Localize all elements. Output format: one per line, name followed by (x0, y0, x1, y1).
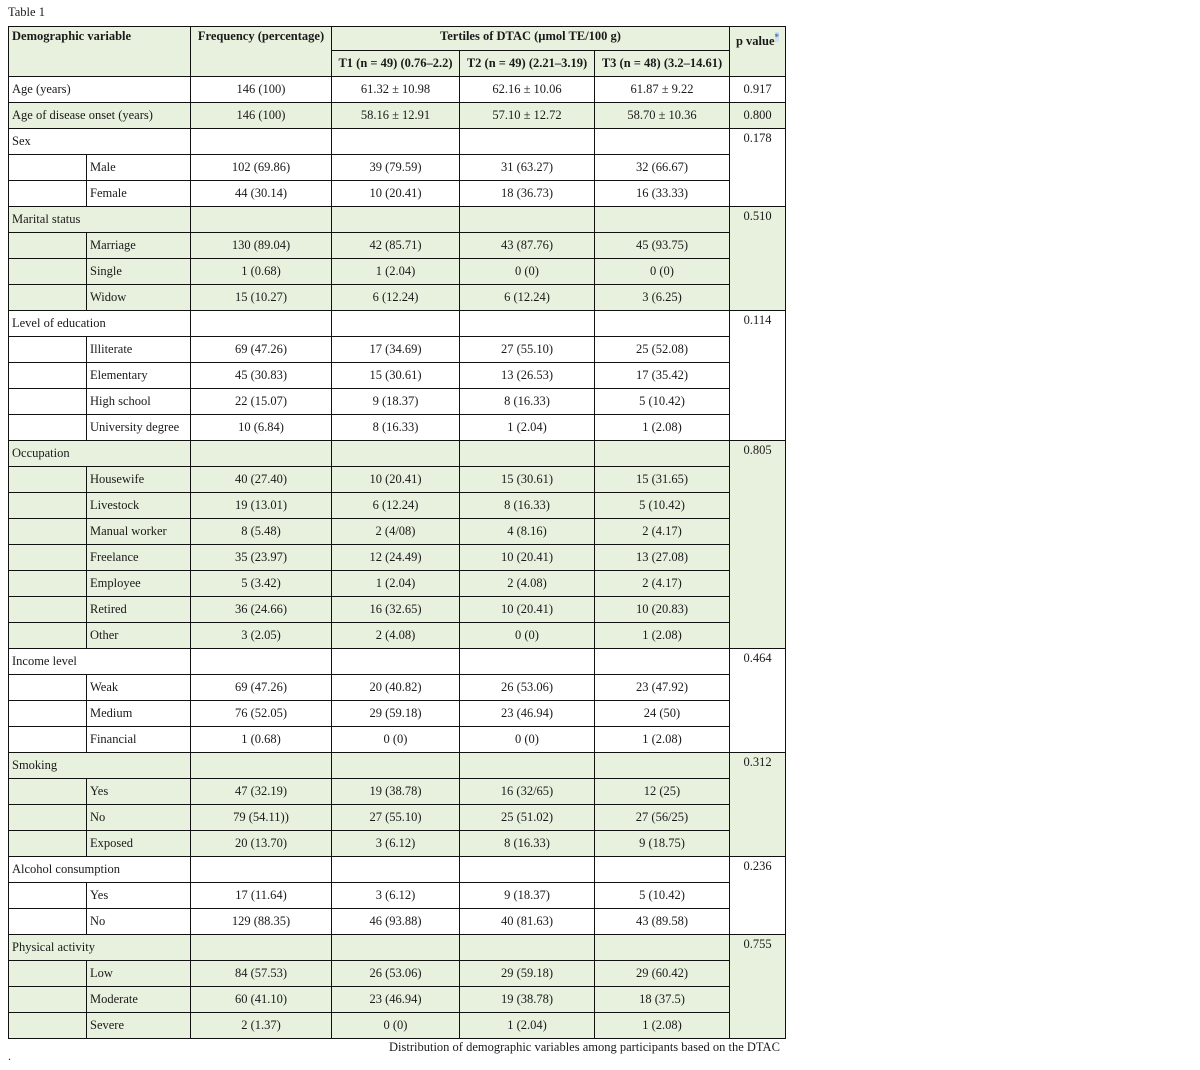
t2-cell: 0 (0) (460, 623, 595, 649)
t1-cell: 10 (20.41) (332, 467, 460, 493)
sub-row (9, 961, 786, 987)
t1-cell: 10 (20.41) (332, 181, 460, 207)
sub-label: Yes (87, 779, 191, 805)
t1-cell: 17 (34.69) (332, 337, 460, 363)
t1-cell: 29 (59.18) (332, 701, 460, 727)
t3-cell: 5 (10.42) (595, 389, 730, 415)
indent-cell (9, 155, 87, 181)
frequency-cell: 45 (30.83) (191, 363, 332, 389)
sub-row (9, 389, 786, 415)
table-row (9, 77, 786, 103)
indent-cell (9, 727, 87, 753)
t2-cell: 18 (36.73) (460, 181, 595, 207)
t1-cell: 19 (38.78) (332, 779, 460, 805)
sub-label: Illiterate (87, 337, 191, 363)
frequency-cell (191, 207, 332, 233)
group-header-row (9, 935, 786, 961)
t2-cell (460, 441, 595, 467)
t1-cell: 0 (0) (332, 727, 460, 753)
table-row (9, 103, 786, 129)
t1-cell (332, 649, 460, 675)
t1-cell: 46 (93.88) (332, 909, 460, 935)
frequency-cell: 36 (24.66) (191, 597, 332, 623)
frequency-cell: 69 (47.26) (191, 675, 332, 701)
t2-cell: 23 (46.94) (460, 701, 595, 727)
indent-cell (9, 181, 87, 207)
t1-cell: 58.16 ± 12.91 (332, 103, 460, 129)
t1-cell: 1 (2.04) (332, 571, 460, 597)
t2-cell: 40 (81.63) (460, 909, 595, 935)
indent-cell (9, 1013, 87, 1039)
t1-cell: 8 (16.33) (332, 415, 460, 441)
t3-cell: 16 (33.33) (595, 181, 730, 207)
sub-label: No (87, 909, 191, 935)
indent-cell (9, 883, 87, 909)
indent-cell (9, 233, 87, 259)
sub-label: Financial (87, 727, 191, 753)
t1-cell: 27 (55.10) (332, 805, 460, 831)
frequency-cell: 15 (10.27) (191, 285, 332, 311)
t2-cell: 57.10 ± 12.72 (460, 103, 595, 129)
sub-label: Low (87, 961, 191, 987)
group-header-row (9, 311, 786, 337)
frequency-cell: 146 (100) (191, 77, 332, 103)
t2-cell: 43 (87.76) (460, 233, 595, 259)
sub-row (9, 779, 786, 805)
t3-cell: 24 (50) (595, 701, 730, 727)
t2-cell (460, 649, 595, 675)
frequency-cell: 130 (89.04) (191, 233, 332, 259)
t3-cell: 1 (2.08) (595, 415, 730, 441)
t3-cell (595, 207, 730, 233)
sub-row (9, 545, 786, 571)
group-label: Physical activity (9, 935, 191, 961)
t1-cell: 61.32 ± 10.98 (332, 77, 460, 103)
t2-cell: 8 (16.33) (460, 389, 595, 415)
sub-row (9, 259, 786, 285)
sub-label: Marriage (87, 233, 191, 259)
sub-row (9, 883, 786, 909)
indent-cell (9, 389, 87, 415)
t3-cell (595, 441, 730, 467)
indent-cell (9, 545, 87, 571)
t3-cell: 23 (47.92) (595, 675, 730, 701)
pvalue-cell: 0.755 (730, 935, 786, 1039)
t2-cell (460, 935, 595, 961)
sub-label: Retired (87, 597, 191, 623)
sub-label: University degree (87, 415, 191, 441)
indent-cell (9, 493, 87, 519)
t2-cell: 9 (18.37) (460, 883, 595, 909)
sub-row (9, 155, 786, 181)
indent-cell (9, 961, 87, 987)
sub-label: Weak (87, 675, 191, 701)
t1-cell (332, 311, 460, 337)
row-label: Age of disease onset (years) (9, 103, 191, 129)
t1-cell (332, 129, 460, 155)
header-pvalue (730, 27, 786, 77)
t2-cell: 13 (26.53) (460, 363, 595, 389)
frequency-cell: 10 (6.84) (191, 415, 332, 441)
t3-cell: 29 (60.42) (595, 961, 730, 987)
sub-row (9, 1013, 786, 1039)
t1-cell (332, 935, 460, 961)
t2-cell: 0 (0) (460, 259, 595, 285)
sub-row (9, 415, 786, 441)
t3-cell: 5 (10.42) (595, 493, 730, 519)
t1-cell: 6 (12.24) (332, 493, 460, 519)
frequency-cell: 19 (13.01) (191, 493, 332, 519)
indent-cell (9, 701, 87, 727)
indent-cell (9, 467, 87, 493)
demographics-table (8, 26, 786, 1039)
group-label: Sex (9, 129, 191, 155)
sub-row (9, 181, 786, 207)
t2-cell: 1 (2.04) (460, 415, 595, 441)
sub-row (9, 623, 786, 649)
t3-cell (595, 649, 730, 675)
sub-row (9, 233, 786, 259)
group-header-row (9, 207, 786, 233)
indent-cell (9, 987, 87, 1013)
t3-cell: 17 (35.42) (595, 363, 730, 389)
sub-label: Yes (87, 883, 191, 909)
t2-cell: 16 (32/65) (460, 779, 595, 805)
t3-cell: 12 (25) (595, 779, 730, 805)
sub-label: Livestock (87, 493, 191, 519)
t3-cell (595, 857, 730, 883)
sub-row (9, 337, 786, 363)
t2-cell: 29 (59.18) (460, 961, 595, 987)
t1-cell (332, 207, 460, 233)
group-label: Smoking (9, 753, 191, 779)
pvalue-cell: 0.114 (730, 311, 786, 441)
indent-cell (9, 415, 87, 441)
t2-cell (460, 857, 595, 883)
table-header (9, 27, 786, 77)
frequency-cell (191, 129, 332, 155)
t2-cell: 6 (12.24) (460, 285, 595, 311)
header-t1: T1 (n = 49) (0.76–2.2) (332, 51, 460, 77)
frequency-cell: 3 (2.05) (191, 623, 332, 649)
t1-cell: 9 (18.37) (332, 389, 460, 415)
sub-row (9, 831, 786, 857)
sub-label: Manual worker (87, 519, 191, 545)
group-label: Occupation (9, 441, 191, 467)
sub-label: No (87, 805, 191, 831)
t1-cell: 20 (40.82) (332, 675, 460, 701)
frequency-cell (191, 857, 332, 883)
indent-cell (9, 623, 87, 649)
t2-cell: 27 (55.10) (460, 337, 595, 363)
t2-cell: 8 (16.33) (460, 493, 595, 519)
sub-label: Elementary (87, 363, 191, 389)
indent-cell (9, 363, 87, 389)
t1-cell: 2 (4.08) (332, 623, 460, 649)
t3-cell (595, 935, 730, 961)
trailing-mark: . (8, 1049, 11, 1063)
t3-cell: 0 (0) (595, 259, 730, 285)
sub-row (9, 285, 786, 311)
frequency-cell (191, 649, 332, 675)
indent-cell (9, 779, 87, 805)
t2-cell: 2 (4.08) (460, 571, 595, 597)
sub-label: High school (87, 389, 191, 415)
header-frequency: Frequency (percentage) (191, 27, 332, 77)
group-header-row (9, 753, 786, 779)
header-t2: T2 (n = 49) (2.21–3.19) (460, 51, 595, 77)
t2-cell: 62.16 ± 10.06 (460, 77, 595, 103)
t2-cell: 19 (38.78) (460, 987, 595, 1013)
row-label: Age (years) (9, 77, 191, 103)
sub-label: Medium (87, 701, 191, 727)
pvalue-footnote-marker: * (774, 32, 780, 42)
frequency-cell (191, 935, 332, 961)
t3-cell: 32 (66.67) (595, 155, 730, 181)
sub-label: Exposed (87, 831, 191, 857)
frequency-cell: 22 (15.07) (191, 389, 332, 415)
t1-cell: 0 (0) (332, 1013, 460, 1039)
frequency-cell: 76 (52.05) (191, 701, 332, 727)
t2-cell: 25 (51.02) (460, 805, 595, 831)
sub-row (9, 493, 786, 519)
t3-cell: 45 (93.75) (595, 233, 730, 259)
frequency-cell: 84 (57.53) (191, 961, 332, 987)
sub-row (9, 675, 786, 701)
t1-cell: 26 (53.06) (332, 961, 460, 987)
indent-cell (9, 597, 87, 623)
t3-cell: 1 (2.08) (595, 623, 730, 649)
frequency-cell (191, 753, 332, 779)
indent-cell (9, 805, 87, 831)
group-label: Alcohol consumption (9, 857, 191, 883)
t2-cell (460, 129, 595, 155)
t3-cell: 18 (37.5) (595, 987, 730, 1013)
t3-cell: 15 (31.65) (595, 467, 730, 493)
sub-label: Employee (87, 571, 191, 597)
group-header-row (9, 857, 786, 883)
t3-cell: 27 (56/25) (595, 805, 730, 831)
header-t3: T3 (n = 48) (3.2–14.61) (595, 51, 730, 77)
frequency-cell: 5 (3.42) (191, 571, 332, 597)
frequency-cell: 129 (88.35) (191, 909, 332, 935)
sub-label: Housewife (87, 467, 191, 493)
group-label: Income level (9, 649, 191, 675)
t3-cell (595, 311, 730, 337)
t3-cell: 2 (4.17) (595, 571, 730, 597)
t1-cell: 3 (6.12) (332, 883, 460, 909)
sub-label: Freelance (87, 545, 191, 571)
t2-cell (460, 311, 595, 337)
t2-cell: 10 (20.41) (460, 545, 595, 571)
frequency-cell (191, 441, 332, 467)
sub-label: Widow (87, 285, 191, 311)
t2-cell: 8 (16.33) (460, 831, 595, 857)
frequency-cell: 60 (41.10) (191, 987, 332, 1013)
sub-row (9, 571, 786, 597)
t1-cell: 12 (24.49) (332, 545, 460, 571)
sub-label: Severe (87, 1013, 191, 1039)
group-header-row (9, 129, 786, 155)
pvalue-cell: 0.312 (730, 753, 786, 857)
sub-label: Other (87, 623, 191, 649)
t1-cell: 3 (6.12) (332, 831, 460, 857)
frequency-cell: 17 (11.64) (191, 883, 332, 909)
frequency-cell: 44 (30.14) (191, 181, 332, 207)
header-pvalue-text: p value (735, 34, 775, 49)
frequency-cell: 1 (0.68) (191, 259, 332, 285)
sub-row (9, 701, 786, 727)
t1-cell: 16 (32.65) (332, 597, 460, 623)
group-header-row (9, 649, 786, 675)
t2-cell (460, 207, 595, 233)
sub-label: Male (87, 155, 191, 181)
pvalue-cell: 0.805 (730, 441, 786, 649)
indent-cell (9, 571, 87, 597)
header-row-1 (9, 27, 786, 51)
t2-cell (460, 753, 595, 779)
t3-cell: 1 (2.08) (595, 727, 730, 753)
sub-row (9, 363, 786, 389)
t1-cell: 2 (4/08) (332, 519, 460, 545)
t1-cell (332, 753, 460, 779)
t3-cell (595, 753, 730, 779)
sub-row (9, 805, 786, 831)
t3-cell: 2 (4.17) (595, 519, 730, 545)
t3-cell: 10 (20.83) (595, 597, 730, 623)
sub-row (9, 467, 786, 493)
t1-cell: 1 (2.04) (332, 259, 460, 285)
group-label: Level of education (9, 311, 191, 337)
sub-row (9, 727, 786, 753)
t1-cell (332, 441, 460, 467)
t1-cell: 15 (30.61) (332, 363, 460, 389)
t2-cell: 10 (20.41) (460, 597, 595, 623)
sub-row (9, 987, 786, 1013)
frequency-cell: 79 (54.11)) (191, 805, 332, 831)
indent-cell (9, 831, 87, 857)
t2-cell: 1 (2.04) (460, 1013, 595, 1039)
table-caption: Distribution of demographic variables among participants based on the DTAC (389, 1040, 780, 1054)
frequency-cell: 69 (47.26) (191, 337, 332, 363)
t3-cell: 5 (10.42) (595, 883, 730, 909)
sub-row (9, 597, 786, 623)
t3-cell: 25 (52.08) (595, 337, 730, 363)
t2-cell: 4 (8.16) (460, 519, 595, 545)
frequency-cell: 47 (32.19) (191, 779, 332, 805)
t2-cell: 0 (0) (460, 727, 595, 753)
t1-cell: 6 (12.24) (332, 285, 460, 311)
header-variable: Demographic variable (9, 27, 191, 77)
t1-cell: 39 (79.59) (332, 155, 460, 181)
table-label: Table 1 (8, 5, 45, 19)
indent-cell (9, 519, 87, 545)
t3-cell (595, 129, 730, 155)
sub-row (9, 519, 786, 545)
t2-cell: 15 (30.61) (460, 467, 595, 493)
pvalue-cell: 0.917 (730, 77, 786, 103)
t1-cell: 42 (85.71) (332, 233, 460, 259)
indent-cell (9, 259, 87, 285)
t3-cell: 43 (89.58) (595, 909, 730, 935)
t3-cell: 1 (2.08) (595, 1013, 730, 1039)
frequency-cell: 146 (100) (191, 103, 332, 129)
frequency-cell (191, 311, 332, 337)
pvalue-cell: 0.510 (730, 207, 786, 311)
frequency-cell: 35 (23.97) (191, 545, 332, 571)
frequency-cell: 8 (5.48) (191, 519, 332, 545)
t1-cell: 23 (46.94) (332, 987, 460, 1013)
t3-cell: 61.87 ± 9.22 (595, 77, 730, 103)
frequency-cell: 20 (13.70) (191, 831, 332, 857)
t3-cell: 13 (27.08) (595, 545, 730, 571)
sub-row (9, 909, 786, 935)
pvalue-cell: 0.800 (730, 103, 786, 129)
sub-label: Single (87, 259, 191, 285)
pvalue-cell: 0.236 (730, 857, 786, 935)
frequency-cell: 40 (27.40) (191, 467, 332, 493)
header-tertiles: Tertiles of DTAC (µmol TE/100 g) (332, 27, 730, 51)
indent-cell (9, 675, 87, 701)
t3-cell: 3 (6.25) (595, 285, 730, 311)
pvalue-cell: 0.178 (730, 129, 786, 207)
indent-cell (9, 337, 87, 363)
t3-cell: 9 (18.75) (595, 831, 730, 857)
group-label: Marital status (9, 207, 191, 233)
indent-cell (9, 909, 87, 935)
frequency-cell: 102 (69.86) (191, 155, 332, 181)
t1-cell (332, 857, 460, 883)
pvalue-cell: 0.464 (730, 649, 786, 753)
frequency-cell: 1 (0.68) (191, 727, 332, 753)
sub-label: Moderate (87, 987, 191, 1013)
t2-cell: 26 (53.06) (460, 675, 595, 701)
table-body (9, 77, 786, 1039)
sub-label: Female (87, 181, 191, 207)
t2-cell: 31 (63.27) (460, 155, 595, 181)
frequency-cell: 2 (1.37) (191, 1013, 332, 1039)
t3-cell: 58.70 ± 10.36 (595, 103, 730, 129)
indent-cell (9, 285, 87, 311)
group-header-row (9, 441, 786, 467)
